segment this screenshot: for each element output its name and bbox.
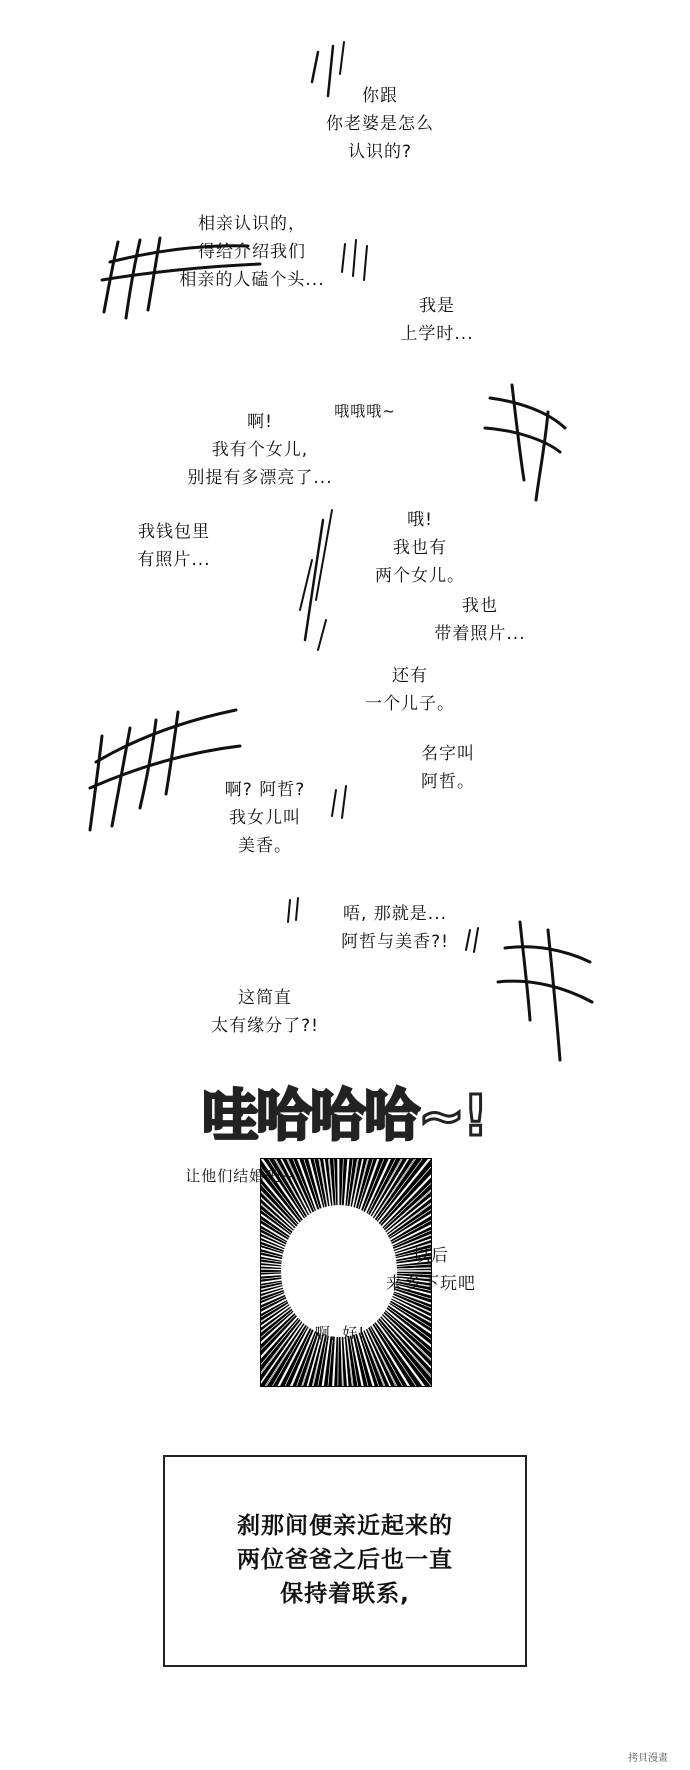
dialogue-fate: 这简直 太有缘分了?! [211, 988, 319, 1036]
narration-box [163, 1455, 527, 1667]
dialogue-two-daughters: 哦! 我也有 两个女儿。 [375, 510, 465, 586]
dialogue-how-met: 你跟 你老婆是怎么 认识的? [326, 86, 434, 162]
dialogue-daughter: 啊! 我有个女儿, 别提有多漂亮了... [187, 412, 333, 488]
dialogue-then-it: 唔, 那就是... 阿哲与美香?! [341, 904, 449, 952]
laugh-sound-effect: 哇哈哈哈~! [202, 1084, 487, 1149]
dialogue-oh-oh: 哦哦哦~ [334, 402, 396, 420]
dialogue-wallet: 我钱包里 有照片... [137, 522, 211, 570]
dialogue-named: 名字叫 阿哲。 [421, 744, 475, 792]
dialogue-school: 我是 上学时... [400, 296, 474, 344]
dialogue-blind-date: 相亲认识的， 得给介绍我们 相亲的人磕个头... [179, 214, 325, 290]
dialogue-marry: 让他们结婚吧~ [185, 1167, 295, 1185]
dialogue-ok: 啊, 好! [314, 1324, 366, 1342]
dialogue-azhe: 啊? 阿哲? 我女儿叫 美香。 [224, 780, 306, 856]
watermark: 拷貝漫畫 [628, 1753, 668, 1764]
dialogue-photos-too: 我也 带着照片... [434, 596, 526, 644]
dialogue-son: 还有 一个儿子。 [365, 666, 455, 714]
dialogue-visit: 以后 来乡下玩吧 [386, 1246, 476, 1294]
narration-text: 刹那间便亲近起来的 两位爸爸之后也一直 保持着联系, [237, 1513, 453, 1607]
